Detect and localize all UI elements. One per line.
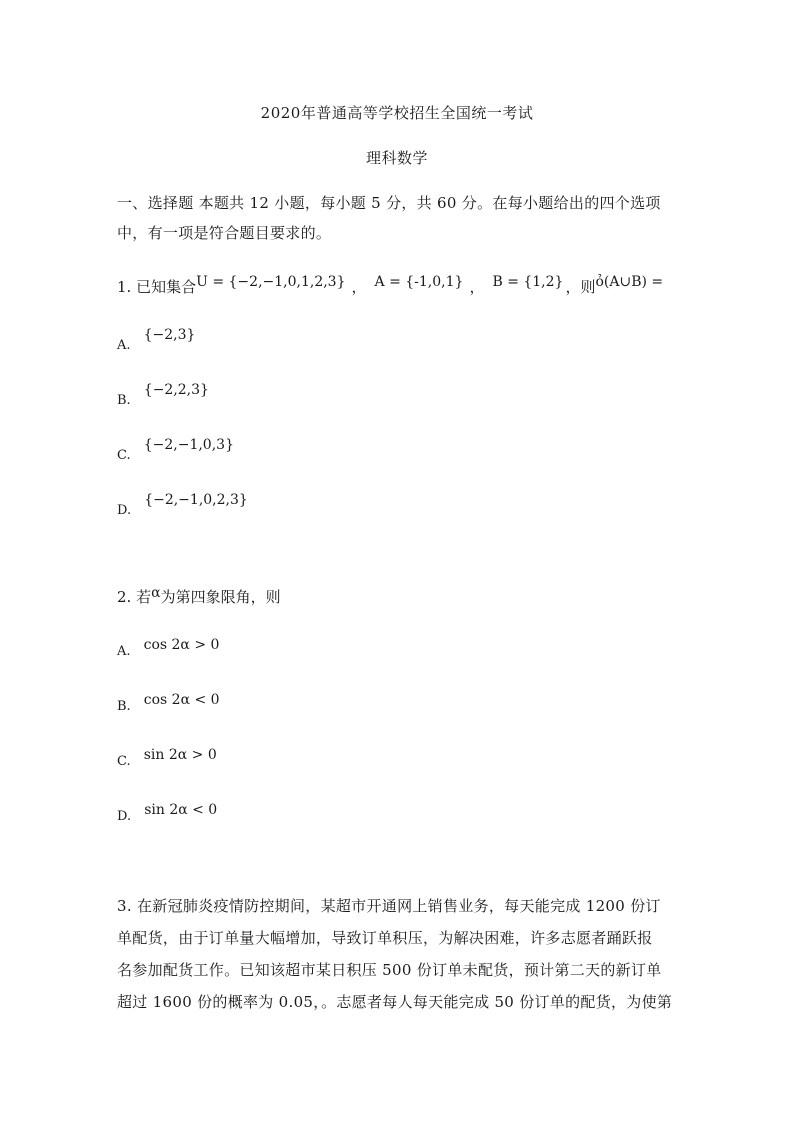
option-text: {−2,2,3} <box>143 382 209 398</box>
section-instructions-line1: 一、选择题 本题共 12 小题，每小题 5 分，共 60 分。在每小题给出的四个选项 <box>117 194 661 212</box>
option-letter: B. <box>117 699 131 714</box>
exam-subtitle: 理科数学 <box>365 149 428 167</box>
section-instructions-line2: 中，有一项是符合题目要求的。 <box>117 224 332 242</box>
option-letter: B. <box>117 393 131 408</box>
exam-title: 2020年普通高等学校招生全国统一考试 <box>260 104 534 122</box>
option-letter: C. <box>117 448 131 463</box>
q1-separator: ， <box>351 278 367 296</box>
q1-separator: ， <box>469 278 485 296</box>
question-2-stem <box>117 586 281 607</box>
option-letter: D. <box>117 503 132 518</box>
q2-option-b <box>117 689 220 714</box>
q1-separator: ，则 <box>565 278 596 296</box>
option-text: cos 2α < 0 <box>143 692 220 708</box>
question-3-line1: 3. 在新冠肺炎疫情防控期间，某超市开通网上销售业务，每天能完成 1200 份订 <box>117 897 661 915</box>
q1-complement-symbol: ỏ <box>595 274 604 290</box>
option-letter: D. <box>117 809 132 824</box>
q1-option-a <box>117 324 196 353</box>
option-text: cos 2α > 0 <box>143 637 220 653</box>
q2-alpha: α <box>151 585 161 601</box>
q2-option-c <box>117 744 217 769</box>
question-1-stem <box>117 276 663 297</box>
q1-set-u: U = {−2,−1,0,1,2,3} <box>196 274 346 290</box>
option-text: {−2,−1,0,2,3} <box>144 492 248 508</box>
q1-expression: (A∪B) = <box>603 274 664 290</box>
q2-option-d <box>117 799 218 824</box>
q1-prefix: 1. 已知集合 <box>117 278 197 296</box>
q2-option-a <box>117 634 220 659</box>
option-text: sin 2α > 0 <box>143 747 217 763</box>
question-3-line4: 超过 1600 份的概率为 0.05，。志愿者每人每天能完成 50 份订单的配货，为使第 <box>117 993 673 1011</box>
q2-prefix: 2. 若 <box>117 588 152 606</box>
q1-option-b <box>117 379 209 408</box>
q2-suffix: 为第四象限角，则 <box>160 588 281 606</box>
option-letter: C. <box>117 754 131 769</box>
option-text: {−2,3} <box>143 327 196 343</box>
option-text: sin 2α < 0 <box>144 802 218 818</box>
question-3-line2: 单配货，由于订单量大幅增加，导致订单积压，为解决困难，许多志愿者踊跃报 <box>117 929 653 947</box>
option-letter: A. <box>117 644 131 659</box>
option-letter: A. <box>117 338 131 353</box>
q1-set-a: A = {-1,0,1} <box>374 274 464 290</box>
q1-option-c <box>117 434 234 463</box>
q1-option-d <box>117 489 248 518</box>
q1-set-b: B = {1,2} <box>492 274 564 290</box>
question-3-line3: 名参加配货工作。已知该超市某日积压 500 份订单未配货，预计第二天的新订单 <box>117 961 662 979</box>
option-text: {−2,−1,0,3} <box>143 437 234 453</box>
